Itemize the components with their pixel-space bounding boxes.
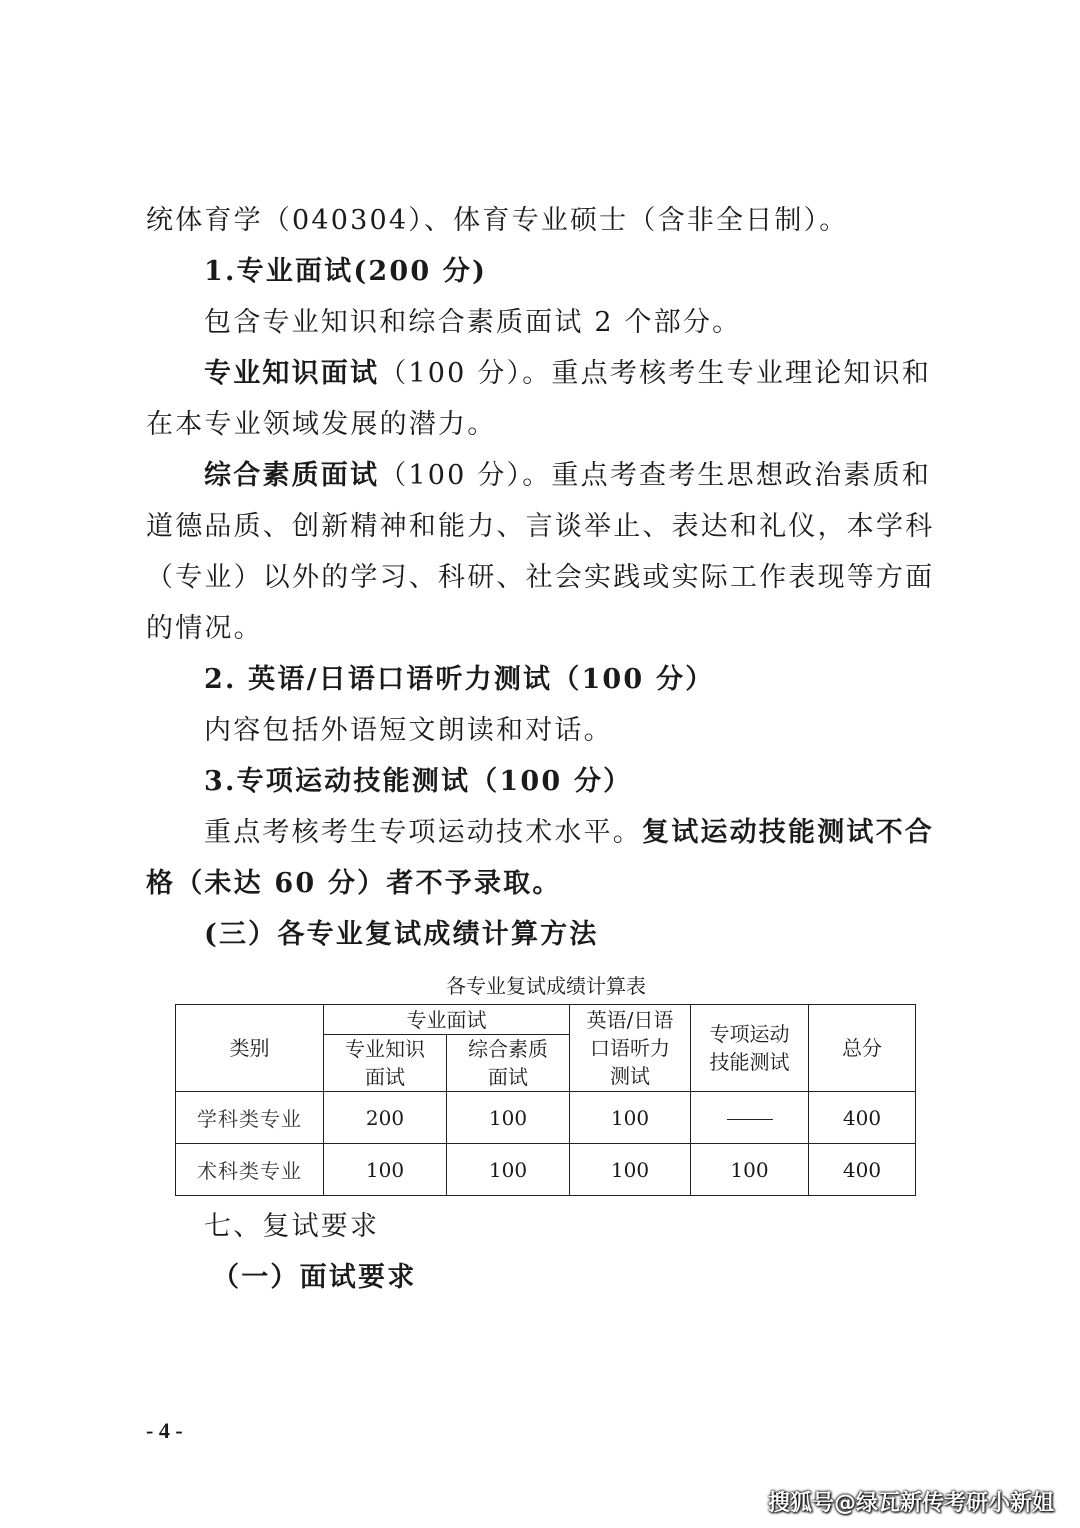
heading-score-calc: (三）各专业复试成绩计算方法 xyxy=(204,919,599,950)
row-language: 100 xyxy=(570,1144,691,1196)
sports-test-desc: 重点考核考生专项运动技术水平。 xyxy=(204,817,642,848)
body-line-6 xyxy=(204,456,946,496)
row-sports: 100 xyxy=(691,1144,809,1196)
body-line-4 xyxy=(204,354,946,394)
header-category: 类别 xyxy=(176,1005,324,1092)
heading-sports-test: 3.专项运动技能测试（100 分） xyxy=(204,766,633,797)
row-language: 100 xyxy=(570,1092,691,1144)
row-knowledge: 200 xyxy=(324,1092,447,1144)
row-quality: 100 xyxy=(447,1092,570,1144)
watermark: 搜狐号@绿瓦新传考研小新姐 xyxy=(767,1491,1054,1516)
body-line-13 xyxy=(204,813,946,853)
header-language-text: 英语/日语口语听力测试 xyxy=(586,1008,674,1088)
body-line-8: （专业）以外的学习、科研、社会实践或实际工作表现等方面 xyxy=(146,562,935,593)
row-sports-empty xyxy=(691,1092,809,1144)
header-interview: 专业面试 xyxy=(324,1005,570,1035)
score-table xyxy=(175,1004,916,1196)
body-line-11: 内容包括外语短文朗读和对话。 xyxy=(204,715,613,746)
page-number: - 4 - xyxy=(146,1418,183,1443)
heading-language-test: 2. 英语/日语口语听力测试（100 分） xyxy=(204,664,715,695)
sports-test-warning: 复试运动技能测试不合 xyxy=(642,817,934,848)
row-quality: 100 xyxy=(447,1144,570,1196)
term-quality-interview: 综合素质面试 xyxy=(204,460,380,491)
header-total: 总分 xyxy=(809,1005,916,1092)
body-line-3: 包含专业知识和综合素质面试 2 个部分。 xyxy=(204,307,742,338)
body-line-7: 道德品质、创新精神和能力、言谈举止、表达和礼仪，本学科 xyxy=(146,511,935,542)
knowledge-interview-desc: （100 分）。重点考核考生专业理论知识和 xyxy=(379,358,932,389)
table-caption: 各专业复试成绩计算表 xyxy=(446,974,646,998)
header-quality-text: 综合素质面试 xyxy=(468,1037,548,1089)
header-sports xyxy=(691,1005,809,1092)
body-line-1: 统体育学（040304）、体育专业硕士（含非全日制）。 xyxy=(146,205,849,236)
row-total: 400 xyxy=(809,1092,916,1144)
header-knowledge xyxy=(324,1035,447,1092)
row-total: 400 xyxy=(809,1144,916,1196)
body-line-5: 在本专业领域发展的潜力。 xyxy=(146,409,497,440)
body-line-14: 格（未达 60 分）者不予录取。 xyxy=(146,868,562,899)
term-knowledge-interview: 专业知识面试 xyxy=(204,358,380,389)
header-sports-text: 专项运动技能测试 xyxy=(709,1022,790,1074)
header-language xyxy=(570,1005,691,1092)
quality-interview-desc: （100 分）。重点考查考生思想政治素质和 xyxy=(379,460,932,491)
header-quality xyxy=(447,1035,570,1092)
row-category: 术科类专业 xyxy=(176,1144,324,1196)
section-7-title: 七、复试要求 xyxy=(204,1211,380,1242)
body-line-9: 的情况。 xyxy=(146,613,263,644)
section-7-sub1: （一）面试要求 xyxy=(212,1262,417,1293)
table-row xyxy=(176,1144,916,1196)
header-knowledge-text: 专业知识面试 xyxy=(345,1037,425,1089)
row-knowledge: 100 xyxy=(324,1144,447,1196)
heading-professional-interview: 1.专业面试(200 分) xyxy=(204,256,488,287)
table-row xyxy=(176,1092,916,1144)
row-category: 学科类专业 xyxy=(176,1092,324,1144)
dash-mark xyxy=(727,1119,773,1120)
